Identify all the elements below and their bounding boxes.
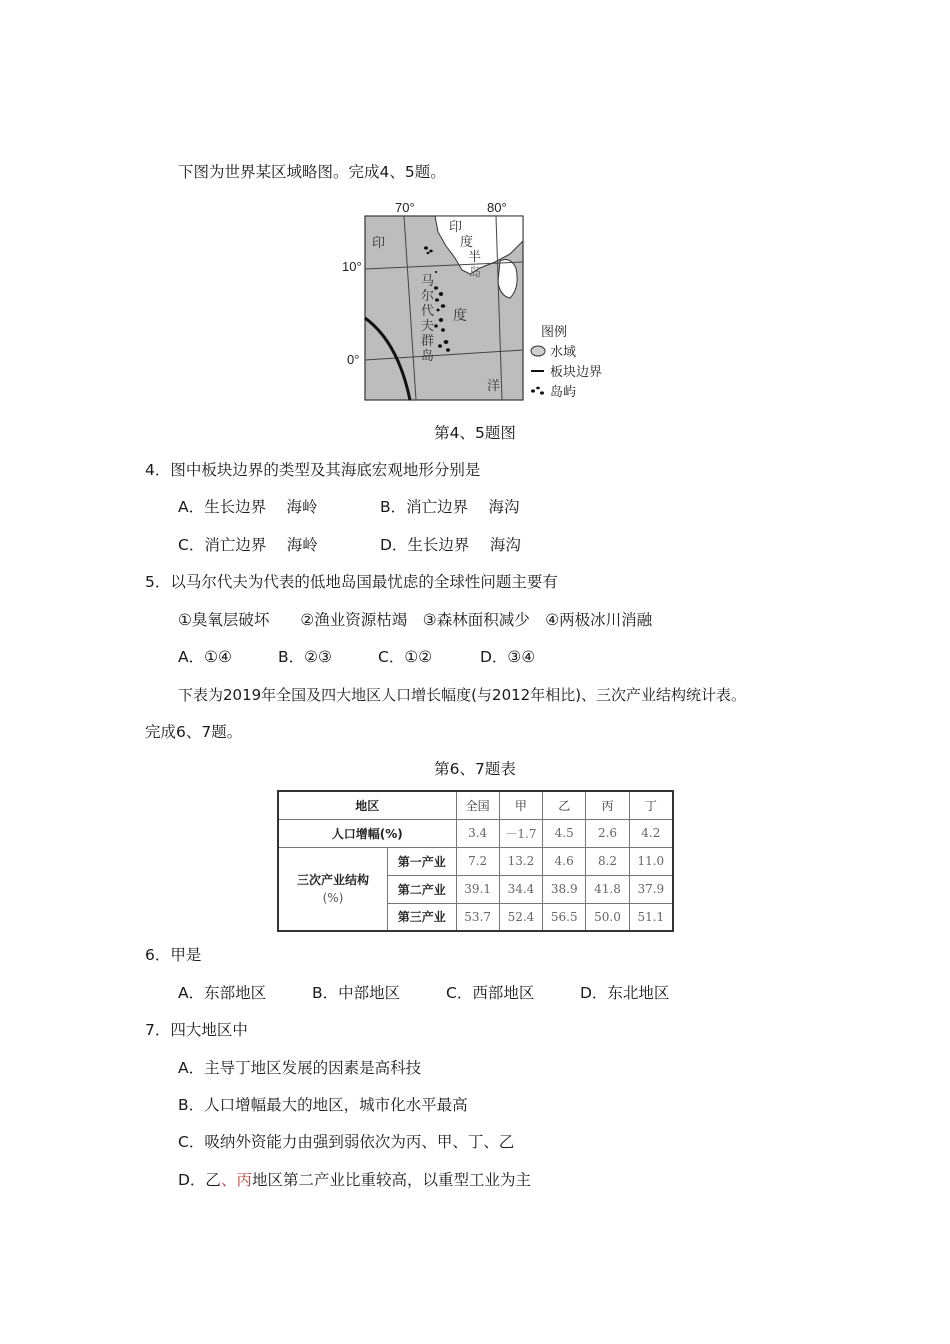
table-header-row bbox=[278, 791, 673, 819]
table-cell: 2.6 bbox=[586, 819, 629, 847]
q6-stem: 6．甲是 bbox=[145, 946, 202, 964]
q4-option-c: C．消亡边界 海岭 bbox=[178, 536, 318, 554]
table-col-header: 丁 bbox=[629, 791, 673, 819]
map-lat-0: 0° bbox=[347, 352, 360, 367]
map-label-yin: 印 bbox=[372, 236, 386, 251]
q7-option-b: B．人口增幅最大的地区，城市化水平最高 bbox=[178, 1096, 468, 1114]
map-legend-island-swatch bbox=[531, 387, 544, 395]
structure-label-line2: (%) bbox=[322, 890, 344, 905]
map-maldives-char-5: 群 bbox=[421, 334, 435, 349]
map-maldives-char-2: 尔 bbox=[421, 289, 435, 304]
table-cell: －1.7 bbox=[499, 819, 542, 847]
table-cell: 50.0 bbox=[586, 903, 629, 931]
table-row-label: 第一产业 bbox=[388, 847, 456, 875]
table-row-label: 第二产业 bbox=[388, 875, 456, 903]
table-cell: 4.5 bbox=[543, 819, 586, 847]
table-row-label-structure bbox=[278, 847, 388, 931]
table-cell: 52.4 bbox=[499, 903, 542, 931]
intro-text-q6-7-line1: 下表为2019年全国及四大地区人口增长幅度(与2012年相比)、三次产业结构统计表。 bbox=[178, 686, 747, 704]
table-row-label-population: 人口增幅(%) bbox=[278, 819, 456, 847]
table-cell: 11.0 bbox=[629, 847, 673, 875]
table-cell: 13.2 bbox=[499, 847, 542, 875]
q5-option-b: B．②③ bbox=[278, 648, 332, 666]
q7-option-c: C．吸纳外资能力由强到弱依次为丙、甲、丁、乙 bbox=[178, 1133, 515, 1151]
map-lon-70: 70° bbox=[395, 200, 415, 215]
map-legend-title: 图例 bbox=[541, 325, 568, 340]
q5-stem: 5．以马尔代夫为代表的低地岛国最忧虑的全球性问题主要有 bbox=[145, 573, 558, 591]
map-lon-80: 80° bbox=[487, 200, 507, 215]
q4-option-d: D．生长边界 海沟 bbox=[380, 536, 521, 554]
table-col-header: 甲 bbox=[499, 791, 542, 819]
table-cell: 34.4 bbox=[499, 875, 542, 903]
intro-text-q6-7-line2: 完成6、7题。 bbox=[145, 723, 243, 741]
q7-option-d-part3: 地区第二产业比重较高，以重型工业为主 bbox=[251, 1171, 531, 1189]
map-maldives-char-1: 马 bbox=[421, 274, 435, 289]
structure-label-line1: 三次产业结构 bbox=[297, 872, 370, 887]
q5-statement-list: ①臭氧层破坏 ②渔业资源枯竭 ③森林面积减少 ④两极冰川消融 bbox=[178, 611, 653, 629]
map-peninsula-char-2: 度 bbox=[460, 235, 474, 250]
table-cell: 38.9 bbox=[543, 875, 586, 903]
map-maldives-char-6: 岛 bbox=[421, 349, 435, 364]
map-maldives-char-4: 夫 bbox=[421, 319, 435, 334]
q4-option-a: A．生长边界 海岭 bbox=[178, 498, 318, 516]
table-cell: 53.7 bbox=[456, 903, 499, 931]
table-cell: 4.6 bbox=[543, 847, 586, 875]
q6-option-b: B．中部地区 bbox=[312, 984, 401, 1002]
q5-option-c: C．①② bbox=[378, 648, 433, 666]
table-cell: 4.2 bbox=[629, 819, 673, 847]
region-map bbox=[330, 196, 620, 406]
map-legend-water-swatch bbox=[531, 346, 545, 356]
table-col-header: 丙 bbox=[586, 791, 629, 819]
q7-stem: 7．四大地区中 bbox=[145, 1021, 248, 1039]
q7-option-d-part2: 、丙 bbox=[220, 1171, 252, 1189]
table-cell: 7.2 bbox=[456, 847, 499, 875]
table-header-region: 地区 bbox=[278, 791, 456, 819]
table-col-header: 乙 bbox=[543, 791, 586, 819]
q7-option-a: A．主导丁地区发展的因素是高科技 bbox=[178, 1059, 422, 1077]
table-row-primary bbox=[278, 847, 673, 875]
table-cell: 39.1 bbox=[456, 875, 499, 903]
q6-option-a: A．东部地区 bbox=[178, 984, 267, 1002]
map-peninsula-char-3: 半 bbox=[468, 250, 482, 265]
map-label-yang: 洋 bbox=[487, 379, 501, 394]
table-cell: 37.9 bbox=[629, 875, 673, 903]
table-cell: 3.4 bbox=[456, 819, 499, 847]
map-legend-island: 岛屿 bbox=[550, 385, 577, 400]
table-col-header: 全国 bbox=[456, 791, 499, 819]
map-label-du: 度 bbox=[453, 308, 467, 324]
table-row-population bbox=[278, 819, 673, 847]
q7-option-d bbox=[178, 1170, 531, 1190]
map-legend-water: 水域 bbox=[550, 345, 577, 360]
table-cell: 56.5 bbox=[543, 903, 586, 931]
table-cell: 41.8 bbox=[586, 875, 629, 903]
map-caption: 第4、5题图 bbox=[434, 424, 516, 442]
map-legend-plate: 板块边界 bbox=[550, 365, 603, 380]
statistics-table bbox=[277, 790, 674, 932]
map-peninsula-char-1: 印 bbox=[449, 220, 463, 235]
table-cell: 51.1 bbox=[629, 903, 673, 931]
q6-option-d: D．东北地区 bbox=[580, 984, 670, 1002]
q7-option-d-part1: D．乙 bbox=[178, 1171, 221, 1189]
q5-option-a: A．①④ bbox=[178, 648, 232, 666]
intro-text-q4-5: 下图为世界某区域略图。完成4、5题。 bbox=[178, 163, 446, 181]
map-peninsula-char-4: 岛 bbox=[469, 265, 482, 279]
map-lat-10: 10° bbox=[342, 259, 362, 274]
q5-option-d: D．③④ bbox=[480, 648, 536, 666]
q4-stem: 4．图中板块边界的类型及其海底宏观地形分别是 bbox=[145, 461, 481, 479]
q4-option-b: B．消亡边界 海沟 bbox=[380, 498, 520, 516]
table-cell: 8.2 bbox=[586, 847, 629, 875]
map-sri-lanka bbox=[498, 260, 517, 298]
map-maldives-char-3: 代 bbox=[421, 304, 435, 319]
q6-option-c: C．西部地区 bbox=[446, 984, 535, 1002]
table-row-label: 第三产业 bbox=[388, 903, 456, 931]
table-caption: 第6、7题表 bbox=[434, 760, 516, 778]
